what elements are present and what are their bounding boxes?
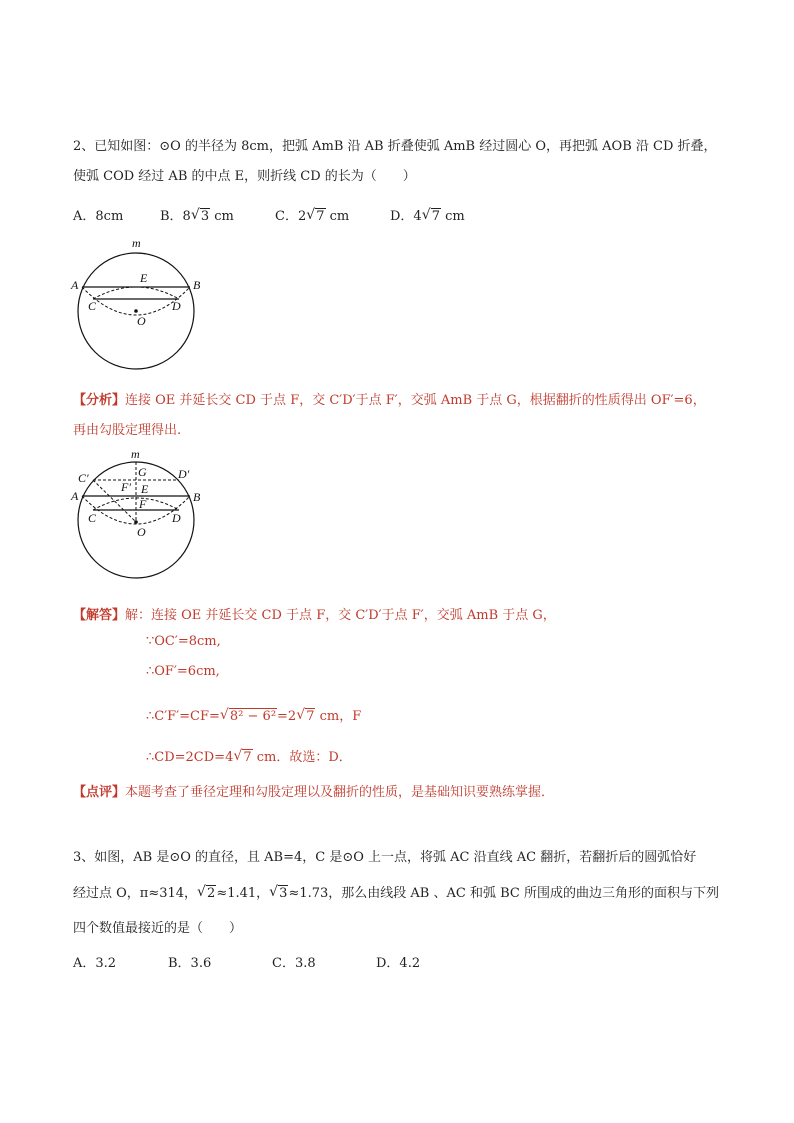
label-m: m: [131, 447, 140, 461]
q2-option-d: [390, 205, 465, 224]
q2-comment: [73, 781, 554, 800]
solution-intro-text: 解：连接 OE 并延长交 CD 于点 F，交 C′D′于点 F′，交弧 AmB 于点 G，: [125, 608, 556, 623]
label-b: B: [193, 278, 201, 292]
q2-option-b: [160, 205, 234, 224]
label-a: A: [71, 278, 79, 292]
label-a: A: [71, 489, 79, 503]
step-4-prefix: ∴CD=2CD=4: [146, 750, 234, 765]
radicand: 2: [207, 886, 216, 901]
label-c-prime: C′: [78, 471, 89, 485]
q3-option-c: C．3.8: [272, 956, 316, 971]
radicand: 3: [200, 209, 210, 224]
label-f: F: [139, 497, 147, 511]
sqrt-symbol: √ 7: [421, 207, 440, 224]
radicand: 7: [306, 709, 315, 724]
q3-line-2-suffix: ≈1.73，那么由线段 AB 、AC 和弧 BC 所围成的曲边三角形的面积与下列: [288, 886, 719, 901]
label-o: O: [137, 525, 146, 539]
q2-figure-1: [68, 237, 208, 377]
radicand: 8² − 6²: [229, 709, 277, 724]
q2-option-c: [275, 205, 349, 224]
label-d-prime: D′: [178, 467, 190, 481]
folded-arc-cd: [93, 287, 179, 299]
center-o-dot: [134, 520, 138, 524]
analysis-tag: 【分析】: [73, 393, 126, 408]
q2-analysis-line-2: 再由勾股定理得出.: [73, 423, 182, 438]
q2-option-d-unit: cm: [445, 209, 465, 224]
analysis-text-1: 连接 OE 并延长交 CD 于点 F，交 C′D′于点 F′，交弧 AmB 于点 G，根据翻折的性质得出 OF′=6，: [125, 393, 706, 408]
label-d: D: [172, 511, 181, 525]
label-b: B: [193, 490, 201, 504]
q3-line-2-mid: ≈1.41，: [216, 886, 270, 901]
q2-solution-intro: [73, 604, 556, 623]
q2-option-c-prefix: C．2: [275, 209, 307, 224]
step-3-prefix: ∴C′F′=CF=: [146, 709, 220, 724]
q2-option-d-prefix: D．4: [390, 209, 422, 224]
sqrt-symbol: √ 7: [306, 207, 325, 224]
sqrt-symbol: √ 8² − 6²: [219, 707, 277, 724]
label-f-prime: F′: [121, 480, 131, 494]
radicand: 7: [431, 209, 440, 224]
q2-option-c-unit: cm: [329, 209, 350, 224]
label-c: C: [88, 511, 97, 525]
center-o-dot: [134, 309, 138, 313]
sqrt-symbol: √ 7: [233, 748, 252, 765]
q3-option-a: A．3.2: [73, 956, 117, 971]
q2-solution-step-1: ∵OC′=8cm,: [146, 634, 221, 649]
sqrt-symbol: √ 7: [296, 707, 315, 724]
q2-solution-step-2: ∴OF′=6cm,: [146, 664, 220, 679]
comment-text: 本题考查了垂径定理和勾股定理以及翻折的性质，是基础知识要熟练掌握．: [125, 785, 555, 800]
q3-line-1: 3、如图，AB 是⊙O 的直径，且 AB=4，C 是⊙O 上一点，将弧 AC 沿直线 AC 翻折，若翻折后的圆弧恰好: [73, 850, 697, 865]
q2-line-1: 2、已知如图：⊙O 的半径为 8cm，把弧 AmB 沿 AB 折叠使弧 AmB 经过圆心 O，再把弧 AOB 沿 CD 折叠，: [73, 139, 717, 154]
step-3-mid: =2: [277, 709, 297, 724]
label-m: m: [132, 237, 141, 250]
q2-option-b-prefix: B．8: [160, 209, 191, 224]
q2-line-2: 使弧 COD 经过 AB 的中点 E，则折线 CD 的长为（ ）: [73, 169, 416, 184]
sqrt-symbol: √ 3: [269, 884, 288, 901]
sqrt-symbol: √ 2: [197, 884, 216, 901]
label-d: D: [172, 299, 181, 313]
q3-option-d: D．4.2: [376, 956, 421, 971]
label-e: E: [140, 271, 148, 285]
q2-solution-step-4: [146, 746, 352, 765]
q2-analysis-line-1: [73, 389, 706, 408]
radicand: 7: [316, 209, 325, 224]
q3-line-2-prefix: 经过点 O，π≈314，: [73, 886, 198, 901]
step-3-suffix: cm，F: [319, 709, 362, 724]
sqrt-symbol: √ 3: [190, 207, 210, 224]
q2-option-a: A．8cm: [73, 209, 124, 224]
label-o: O: [137, 314, 146, 328]
step-4-suffix: cm．故选：D．: [256, 750, 352, 765]
solution-tag: 【解答】: [73, 608, 126, 623]
q3-option-b: B．3.6: [168, 956, 212, 971]
label-e: E: [141, 482, 149, 496]
q2-option-b-unit: cm: [214, 209, 234, 224]
label-c: C: [88, 299, 97, 313]
q3-line-2: [73, 882, 719, 901]
radicand: 3: [279, 886, 288, 901]
q2-solution-step-3: [146, 705, 361, 724]
q3-line-3: 四个数值最接近的是（ ）: [73, 921, 243, 936]
q2-figure-2: [68, 446, 208, 586]
radicand: 7: [243, 750, 252, 765]
label-g: G: [138, 465, 147, 479]
comment-tag: 【点评】: [73, 785, 126, 800]
